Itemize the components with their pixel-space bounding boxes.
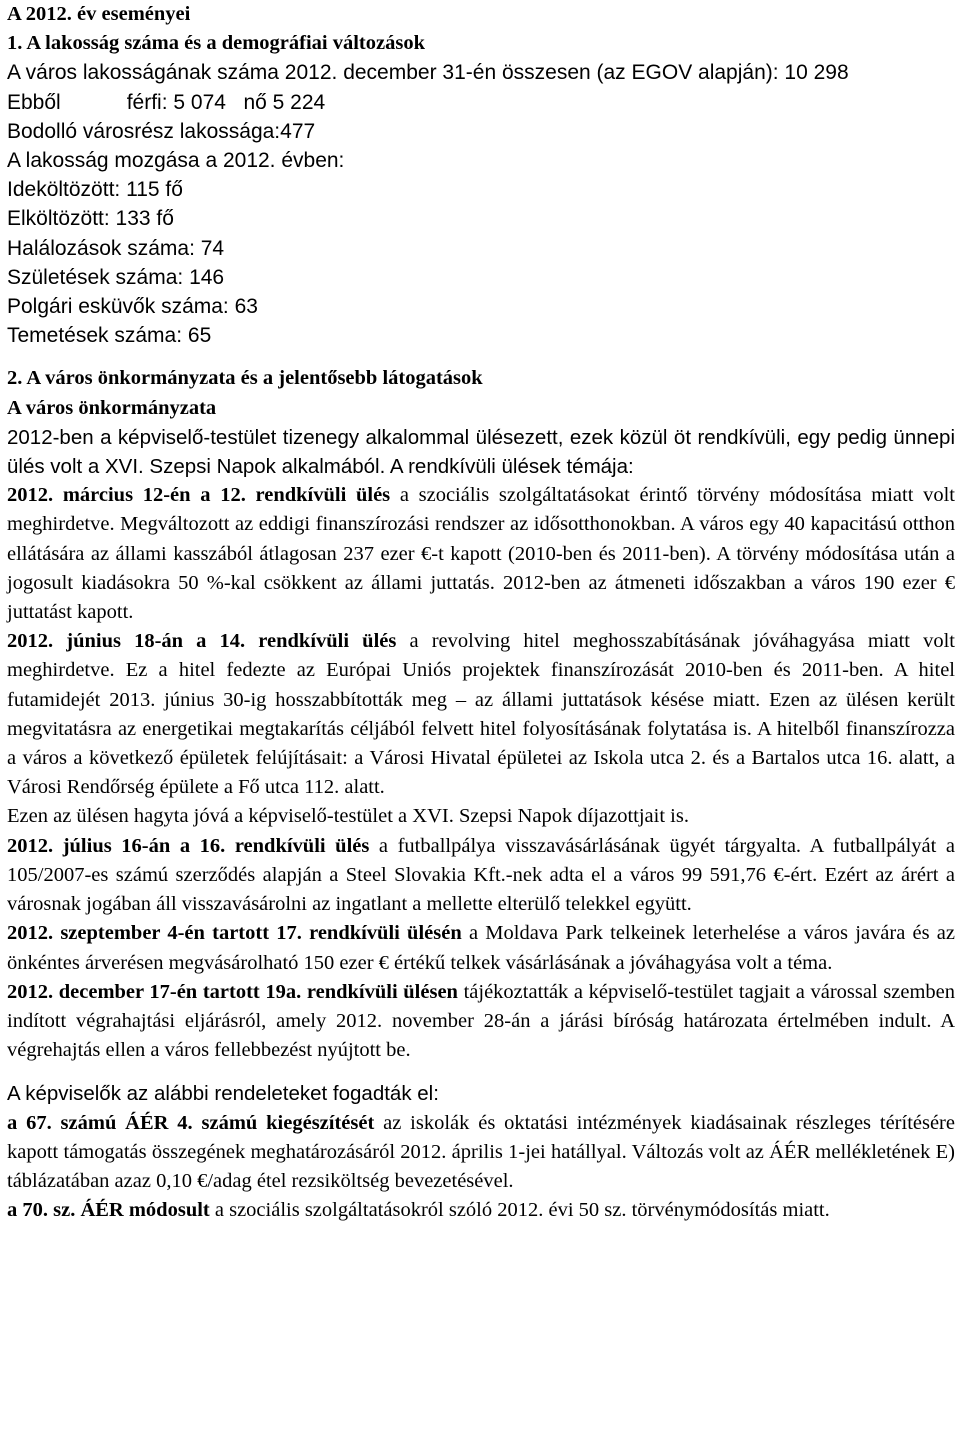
- meeting-date: 2012. június 18-án a 14. rendkívüli ülés: [7, 630, 397, 653]
- regulation-name: a 70. sz. ÁÉR módosult: [7, 1199, 210, 1222]
- section-2-heading: 2. A város önkormányzata és a jelentősebb látogatások: [7, 367, 483, 390]
- meeting-text: a Moldava Park telkeinek leterhelése a város javára és az önkéntes árverésen megvásárolható 150 ezer € értékű telkek vásárlásának a jóváhagyása volt a téma.: [7, 922, 956, 974]
- meeting-paragraph: [7, 627, 955, 802]
- meeting-date: 2012. december 17-én tartott 19a. rendkívüli ülésen: [7, 980, 458, 1003]
- stat-item: Halálozások száma: 74: [7, 236, 225, 260]
- section-2-subheading: A város önkormányzata: [7, 396, 217, 419]
- meeting-paragraph: [7, 832, 955, 920]
- council-intro: 2012-ben a képviselő-testület tizenegy alkalommal ülésezett, ezek közül öt rendkívüli, egy pedig ünnepi ülés volt a XVI. Szepsi Napok alkalmából. A rendkívüli ülések témája:: [7, 425, 955, 479]
- regulation-name: a 67. számú ÁÉR 4. számú kiegészítését: [7, 1111, 375, 1134]
- stat-item: Születések száma: 146: [7, 265, 225, 289]
- meeting-paragraph: [7, 802, 955, 831]
- meeting-date: 2012. március 12-én a 12. rendkívüli ülés: [7, 484, 391, 507]
- regulations-title: A képviselők az alábbi rendeleteket fogadták el:: [7, 1082, 439, 1106]
- population-gender: [7, 88, 955, 117]
- regulation-paragraph: [7, 1109, 955, 1197]
- regulation-text: a szociális szolgáltatásokról szóló 2012. évi 50 sz. törvénymódosítás miatt.: [209, 1199, 830, 1222]
- meeting-paragraph: [7, 978, 955, 1066]
- of-which-label: Ebből: [7, 90, 61, 114]
- stat-item: Ideköltözött: 115 fő: [7, 178, 183, 202]
- stat-item: Elköltözött: 133 fő: [7, 207, 174, 231]
- section-1-heading: 1. A lakosság száma és a demográfiai változások: [7, 32, 425, 55]
- regulation-paragraph: [7, 1196, 955, 1225]
- document-page: [7, 0, 955, 1225]
- meeting-text: a szociális szolgáltatásokat érintő törvény módosítása miatt volt meghirdetve. Megváltozott az eddigi finanszírozási rendszer az idősotthonokban. A város egy 40 kapacitású otthon ellátására az állami kasszából átlagosan 237 ezer €-t kapott (2010-ben és 2011-ben). A törvény módosítása után a jogosult kiadásokra 50 %-kal csökkent az állami juttatás. 2012-ben az átmeneti időszakban a város 190 ezer € juttatást kapott.: [7, 484, 955, 624]
- meeting-text: a futballpálya visszavásárlásának ügyét tárgyalta. A futballpályát a 105/2007-es számú szerződés alapján a Steel Slovakia Kft.-nek adta el a város 99 591,76 €-ért. Ezért az árért a városnak jogában áll visszavásárolni az ingatlant a mellette elterülő telekkel együtt.: [7, 834, 956, 916]
- meeting-paragraph: [7, 481, 955, 627]
- meeting-date: 2012. július 16-án a 16. rendkívüli ülés: [7, 834, 370, 857]
- meeting-paragraph: [7, 919, 955, 977]
- stat-item: Polgári esküvők száma: 63: [7, 295, 258, 319]
- spacer: [7, 350, 955, 364]
- meeting-text: Ezen az ülésen hagyta jóvá a képviselő-testület a XVI. Szepsi Napok díjazottjait is.: [7, 805, 689, 828]
- bodollo-population: Bodolló városrész lakossága:477: [7, 119, 316, 143]
- year-title: A 2012. év eseményei: [7, 3, 191, 25]
- regulation-text: az iskolák és oktatási intézmények kiadásainak részleges térítésére kapott támogatás összegének meghatározásáról 2012. április 1-jei hatállyal. Változás volt az ÁÉR mellékletének E) táblázatában azaz 0,10 €/adag étel rezsiköltség bevezetésével.: [7, 1111, 955, 1192]
- meeting-text: tájékoztatták a képviselő-testület tagjait a várossal szemben indított végrahajtási eljárásról, amely 2012. november 28-án a járási bíróság határozata értelmében indult. A végrehajtás ellen a város fellebbezést nyújtott be.: [7, 980, 955, 1062]
- stat-item: Temetések száma: 65: [7, 324, 212, 348]
- meeting-date: 2012. szeptember 4-én tartott 17. rendkívüli ülésén: [7, 922, 462, 945]
- female-count: nő 5 224: [243, 90, 326, 114]
- meeting-text: a revolving hitel meghosszabításának jóváhagyása miatt volt meghirdetve. Ez a hitel fedezte az Európai Uniós projektek finanszírozását 2010-ben és 2011-ben. A hitel futamidejét 2013. június 30-ig hosszabbították meg – az állami juttatások késése miatt. Ezen az ülésen került megvitatásra az energetikai megtakarítás céljából felvett hitel folyosításának folytatása is. A hitelből finanszírozza a város a következő épületek felújításait: a Városi Hivatal épületei az Iskola utca 2. és a Bartalos utca 16. alatt, a Városi Rendőrség épülete a Fő utca 112. alatt.: [7, 630, 956, 799]
- movement-title: A lakosság mozgása a 2012. évben:: [7, 149, 345, 173]
- population-total: A város lakosságának száma 2012. december 31-én összesen (az EGOV alapján): 10 298: [7, 61, 849, 85]
- spacer: [7, 1065, 955, 1079]
- male-count: férfi: 5 074: [126, 90, 226, 114]
